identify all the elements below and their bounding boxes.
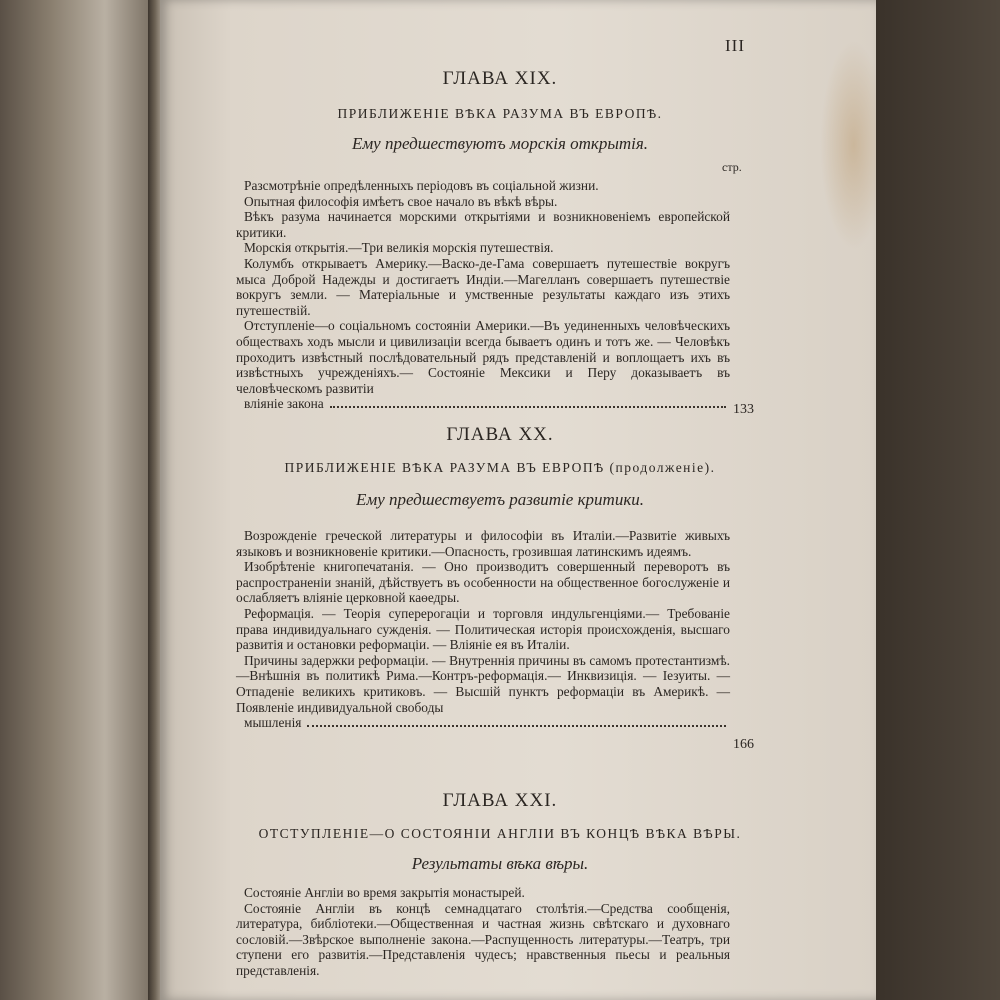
contents-paragraph: Морскія открытія.—Три великія морскія путешествія. — [244, 240, 554, 256]
chapter-xxi-title: ГЛАВА XXI. — [442, 790, 558, 811]
contents-last-line — [236, 715, 730, 731]
left-page-edge — [0, 0, 150, 1000]
contents-paragraph: Колумбъ открываетъ Америку.—Васко-де-Гама совершаетъ путешествіе вокругъ мыса Доброй Надежды и достигаетъ Индіи.—Магелланъ совершаетъ путешествіе вокругъ земли. — Матеріальные и умственные результаты каждаго изъ этихъ путешествій. — [236, 255, 730, 318]
contents-paragraph: Причины задержки реформаціи. — Внутреннія причины въ самомъ протестантизмѣ.—Внѣшнія въ политикѣ Рима.—Контръ-реформація.— Инквизиція. — Іезуиты. — Отпаденіе великихъ критиковъ. — Высшій пунктъ реформаціи въ Америкѣ. — Появленіе индивидуальной свободы — [236, 652, 730, 715]
contents-paragraph: Отступленіе—о соціальномъ состояніи Америки.—Въ уединенныхъ человѣческихъ обществахъ ходъ мысли и цивилизаціи всегда бываетъ одинъ и тотъ же. — Человѣкъ проходитъ извѣстный послѣдовательный рядъ представленій и воплощаетъ ихъ въ извѣстныхъ учрежденіяхъ.— Состояніе Мексики и Перу доказываетъ въ человѣческомъ развитіи — [236, 318, 730, 396]
chapter-xxi-contents — [236, 885, 730, 979]
contents-last-line-text: вліяніе закона — [244, 396, 324, 412]
dot-leader — [330, 406, 726, 408]
chapter-xxi-subtitle: ОТСТУПЛЕНІЕ—О СОСТОЯНІИ АНГЛІИ ВЪ КОНЦѢ ВѢКА ВѢРЫ. — [258, 826, 742, 841]
background-edge — [876, 0, 1000, 1000]
page-column-label: стр. — [722, 160, 742, 174]
chapter-xxi-epigraph: Результаты вѣка вѣры. — [411, 854, 589, 873]
contents-paragraph: Возрожденіе греческой литературы и философіи въ Италіи.—Развитіе живыхъ языковъ и возникновеніе критики.—Опасность, грозившая латинскимъ идеямъ. — [236, 528, 730, 559]
contents-paragraph: Реформація. — Теорія суперерогаціи и торговля индульгенціями.— Требованіе права индивидуальнаго сужденія. — Политическая исторія происхожденія, высшаго развитія и остановки реформаціи. — Вліяніе ея въ Италіи. — [236, 605, 730, 653]
chapter-xx-epigraph: Ему предшествуетъ развитіе критики. — [355, 490, 645, 509]
contents-paragraph: Состояніе Англіи въ концѣ семнадцатаго столѣтія.—Средства сообщенія, литература, библіотеки.—Общественная и частная жизнь свѣтскаго и духовнаго сословій.—Звѣрское выполненіе закона.—Распущенность литературы.—Театръ, три ступени его развитія.—Представленія чудесъ; нравственныя пьесы и реальныя представленія. — [236, 900, 730, 978]
paper-stain — [820, 40, 876, 250]
chapter-xx-page-ref: 166 — [733, 737, 754, 752]
contents-paragraph: Изобрѣтеніе книгопечатанія. — Оно производитъ совершенный переворотъ въ распространеніи знаній, дѣйствуетъ въ особенности на общественное богослуженіе и ослабляетъ вліяніе церковной каѳедры. — [236, 559, 730, 606]
chapter-xix-subtitle: ПРИБЛИЖЕНІЕ ВѢКА РАЗУМА ВЪ ЕВРОПѢ. — [337, 106, 663, 121]
chapter-xix-contents — [236, 178, 730, 412]
chapter-xx-contents — [236, 528, 730, 731]
chapter-xx-title: ГЛАВА XX. — [446, 424, 554, 445]
dot-leader — [307, 725, 726, 727]
contents-paragraph: Состояніе Англіи во время закрытія монастырей. — [244, 885, 525, 900]
contents-paragraph: Вѣкъ разума начинается морскими открытіями и возникновеніемъ европейской критики. — [236, 209, 730, 240]
chapter-xix-page-ref: 133 — [733, 402, 754, 417]
chapter-xix-title: ГЛАВА XIX. — [442, 68, 558, 89]
chapter-xx-subtitle: ПРИБЛИЖЕНІЕ ВѢКА РАЗУМА ВЪ ЕВРОПѢ (продолженіе). — [284, 460, 716, 475]
contents-last-line — [236, 396, 730, 412]
chapter-xix-epigraph: Ему предшествуютъ морскія открытія. — [351, 134, 649, 153]
contents-paragraph: Опытная философія имѣетъ свое начало въ вѣкѣ вѣры. — [244, 193, 558, 209]
page-number: III — [725, 36, 745, 55]
contents-last-line-text: мышленія — [244, 715, 302, 731]
contents-paragraph: Разсмотрѣніе опредѣленныхъ періодовъ въ соціальной жизни. — [244, 178, 599, 193]
